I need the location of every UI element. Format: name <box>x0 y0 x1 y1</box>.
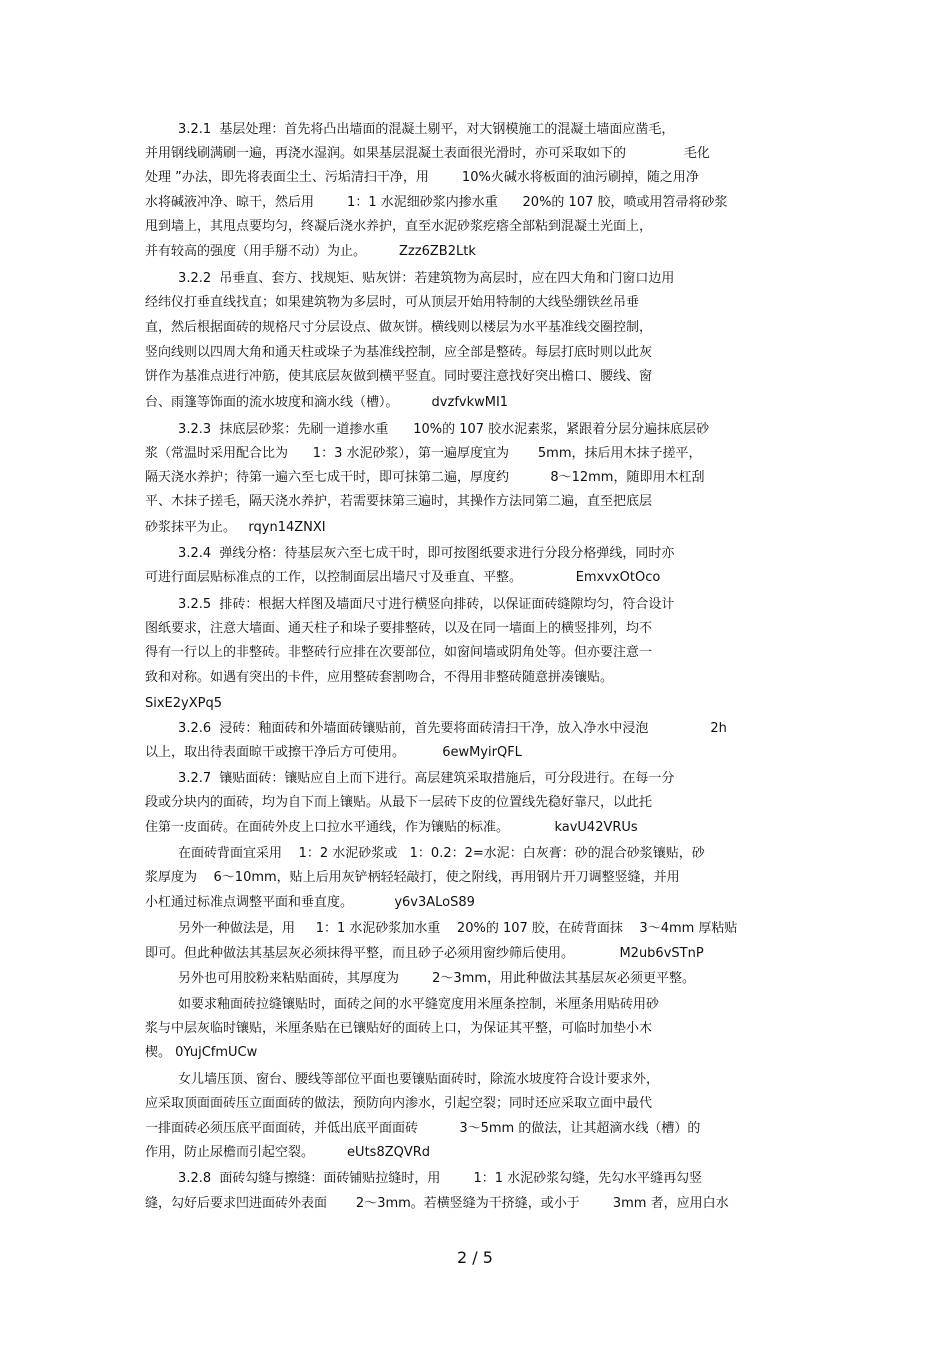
text-line: 浆与中层灰临时镶贴，米厘条贴在已镶贴好的面砖上口，为保证其平整，可临时加垫小木 <box>145 1021 653 1036</box>
text-line: 台、雨篷等饰面的流水坡度和滴水线（槽）。 dvzfvkwMI1 <box>145 395 509 410</box>
text-line: 隔天浇水养护；待第一遍六至七成干时，即可抹第二遍，厚度约 8～12mm，随即用木杠刮 <box>145 470 705 485</box>
text-line: 楔。 0YujCfmUCw <box>145 1045 258 1060</box>
text-line: 在面砖背面宜采用 1：2 水泥砂浆或 1：0.2：2=水泥：白灰膏：砂的混合砂浆镶贴，砂 <box>145 846 705 861</box>
text-line: 如要求釉面砖拉缝镶贴时，面砖之间的水平缝宽度用米厘条控制，米厘条用贴砖用砂 <box>145 997 660 1012</box>
text-line: 另外也可用胶粉来粘贴面砖，其厚度为 2～3mm，用此种做法其基层灰必须更平整。 <box>145 971 695 986</box>
text-line: 3.2.3 抹底层砂浆：先刷一道掺水重 10%的 107 胶水泥素浆，紧跟着分层分遍抹底层砂 <box>145 422 710 437</box>
text-line: 3.2.1 基层处理：首先将凸出墙面的混凝土剔平，对大钢模施工的混凝土墙面应凿毛， <box>145 122 675 137</box>
text-line: 小杠通过标准点调整平面和垂直度。 y6v3ALoS89 <box>145 895 475 910</box>
text-line: 一排面砖必须压底平面面砖，并低出底平面面砖 3～5mm 的做法，让其超滴水线（槽）的 <box>145 1121 701 1136</box>
text-line: 女儿墙压顶、窗台、腰线等部位平面也要镶贴面砖时，除流水坡度符合设计要求外， <box>145 1072 660 1087</box>
text-line: 竖向线则以四周大角和通天柱或垛子为基准线控制，应全部是整砖。每层打底时则以此灰 <box>145 345 653 360</box>
text-line: 另外一种做法是，用 1：1 水泥砂浆加水重 20%的 107 胶，在砖背面抹 3～4mm 厚粘贴 <box>145 921 738 936</box>
text-line: 图纸要求，注意大墙面、通天柱子和垛子要排整砖，以及在同一墙面上的横竖排列，均不 <box>145 621 653 636</box>
text-line: 应采取顶面面砖压立面面砖的做法，预防向内渗水，引起空裂；同时还应采取立面中最代 <box>145 1096 653 1111</box>
text-line: 作用，防止尿檐而引起空裂。 eUts8ZQVRd <box>145 1145 431 1160</box>
text-line: 并用钢线刷满刷一遍，再浇水湿润。如果基层混凝土表面很光滑时，亦可采取如下的 毛化 <box>145 146 710 161</box>
text-line: 甩到墙上，其甩点要均匀，终凝后浇水养护，直至水泥砂浆疙瘩全部粘到混凝土光面上， <box>145 219 653 234</box>
text-line: 平、木抹子搓毛，隔天浇水养护，若需要抹第三遍时，其操作方法同第二遍，直至把底层 <box>145 494 653 509</box>
text-line: 水将碱液冲净、晾干，然后用 1：1 水泥细砂浆内掺水重 20%的 107 胶，喷或用笤帚将砂浆 <box>145 195 728 210</box>
text-line: 浆（常温时采用配合比为 1：3 水泥砂浆），第一遍厚度宜为 5mm，抹后用木抹子搓平， <box>145 446 702 461</box>
text-line: 3.2.5 排砖：根据大样图及墙面尺寸进行横竖向排砖，以保证面砖缝隙均匀，符合设计 <box>145 597 675 612</box>
text-line: 住第一皮面砖。在面砖外皮上口拉水平通线，作为镶贴的标准。 kavU42VRUs <box>145 820 638 835</box>
text-line: 3.2.4 弹线分格：待基层灰六至七成干时，即可按图纸要求进行分段分格弹线，同时亦 <box>145 546 675 561</box>
text-line: 处理 ”办法，即先将表面尘土、污垢清扫干净，用 10%火碱水将板面的油污刷掉，随之用净 <box>145 170 699 185</box>
text-line: 段或分块内的面砖，均为自下而上镶贴。从最下一层砖下皮的位置线先稳好靠尺，以此托 <box>145 795 653 810</box>
text-line: SixE2yXPq5 <box>145 696 223 711</box>
text-line: 致和对称。如遇有突出的卡件，应用整砖套割吻合，不得用非整砖随意拼凑镶贴。 <box>145 670 614 685</box>
text-line: 浆厚度为 6～10mm，贴上后用灰铲柄轻轻敲打，使之附线，再用钢片开刀调整竖缝，并用 <box>145 870 680 885</box>
text-line: 即可。但此种做法其基层灰必须抹得平整，而且砂子必须用窗纱筛后使用。 M2ub6vSTnP <box>145 946 704 961</box>
text-line: 3.2.6 浸砖：釉面砖和外墙面砖镶贴前，首先要将面砖清扫干净，放入净水中浸泡 2h <box>145 721 727 736</box>
text-line: 得有一行以上的非整砖。非整砖行应排在次要部位，如窗间墙或阴角处等。但亦要注意一 <box>145 645 653 660</box>
text-line: 以上，取出待表面晾干或擦干净后方可使用。 6ewMyirQFL <box>145 745 522 760</box>
text-line: 经纬仪打垂直线找直；如果建筑物为多层时，可从顶层开始用特制的大线坠绷铁丝吊垂 <box>145 295 640 310</box>
text-line: 可进行面层贴标准点的工作，以控制面层出墙尺寸及垂直、平整。 EmxvxOtOco <box>145 570 661 585</box>
text-line: 砂浆抹平为止。 rqyn14ZNXI <box>145 520 326 535</box>
text-line: 3.2.8 面砖勾缝与擦缝：面砖铺贴拉缝时，用 1：1 水泥砂浆勾缝，先勾水平缝再勾竖 <box>145 1171 703 1186</box>
text-line: 饼作为基准点进行冲筋，使其底层灰做到横平竖直。同时要注意找好突出檐口、腰线、窗 <box>145 369 653 384</box>
text-line: 缝，勾好后要求凹进面砖外表面 2～3mm。若横竖缝为干挤缝，或小于 3mm 者，应用白水 <box>145 1196 729 1211</box>
text-line: 3.2.7 镶贴面砖：镶贴应自上而下进行。高层建筑采取措施后，可分段进行。在每一分 <box>145 771 675 786</box>
text-line: 并有较高的强度（用手掰不动）为止。 Zzz6ZB2Ltk <box>145 244 476 259</box>
text-line: 3.2.2 吊垂直、套方、找规矩、贴灰饼：若建筑物为高层时，应在四大角和门窗口边用 <box>145 271 675 286</box>
text-line: 直，然后根据面砖的规格尺寸分层设点、做灰饼。横线则以楼层为水平基准线交圈控制， <box>145 320 653 335</box>
page-number: 2 / 5 <box>457 1248 493 1267</box>
